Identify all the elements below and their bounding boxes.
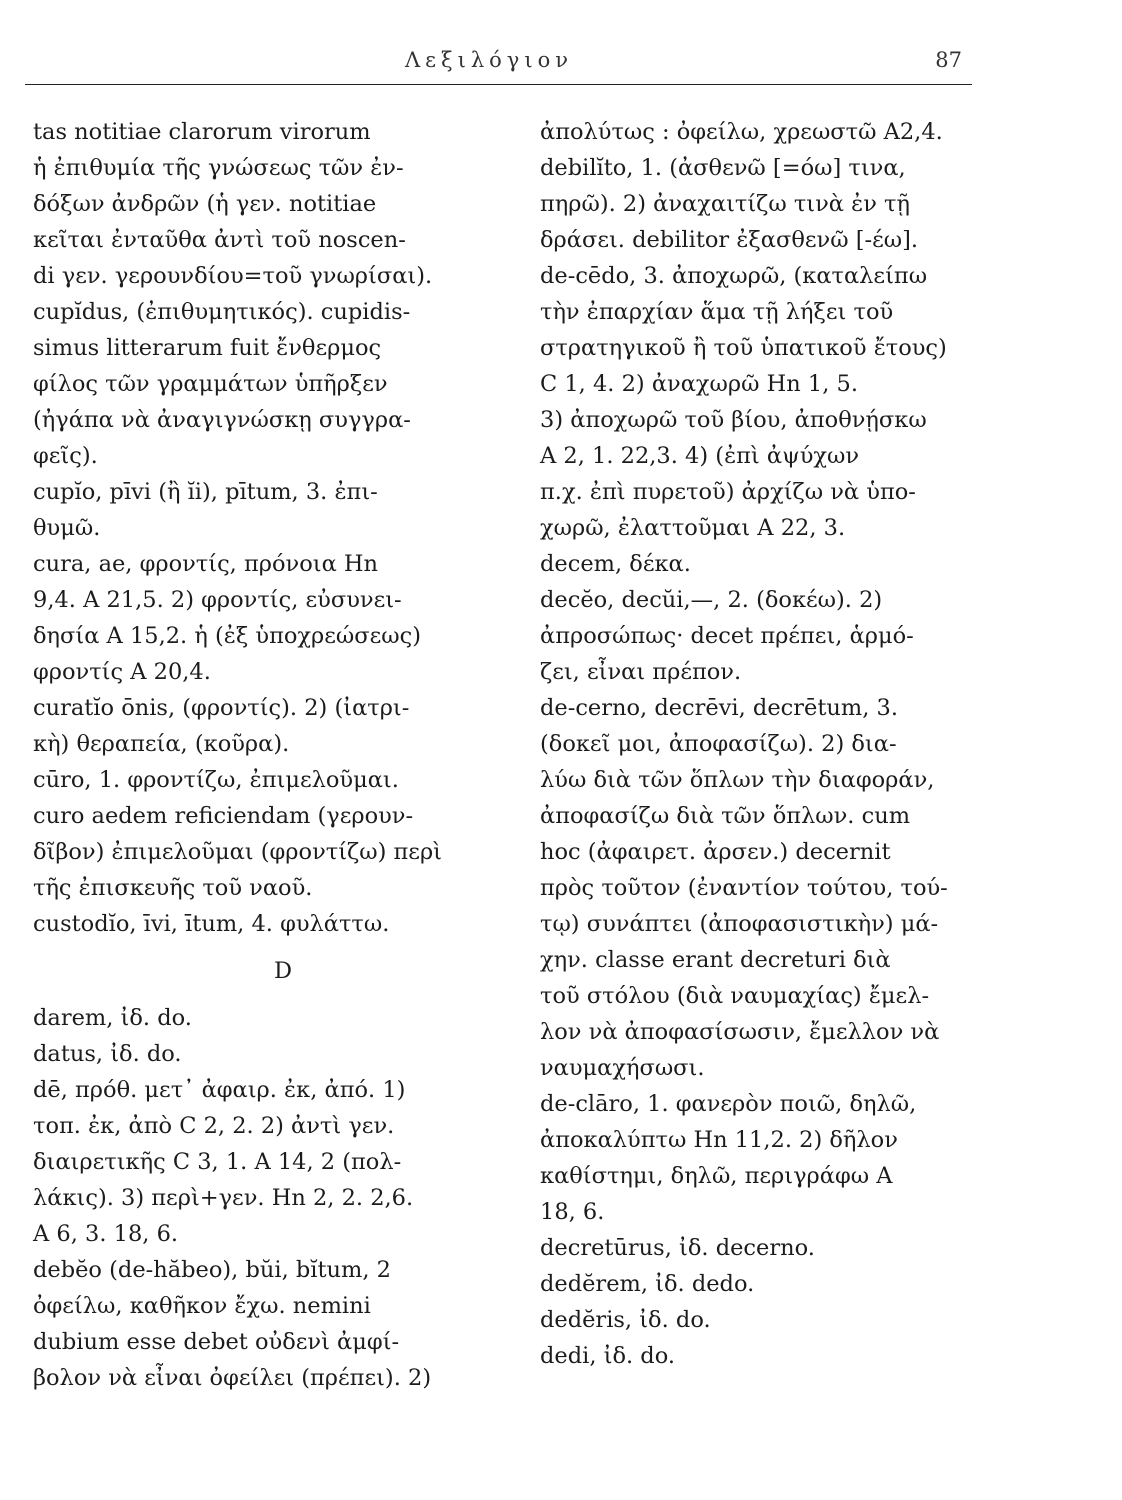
text-line: decem, δέκα. bbox=[540, 551, 691, 577]
text-line: dedĕris, ἰδ. do. bbox=[540, 1307, 711, 1333]
text-line: δησία A 15,2. ἡ (ἐξ ὑποχρεώσεως) bbox=[33, 623, 422, 649]
text-line: ναυμαχήσωσι. bbox=[540, 1055, 705, 1081]
text-line: C 1, 4. 2) ἀναχωρῶ Hn 1, 5. bbox=[540, 371, 858, 397]
page-number: 87 bbox=[935, 48, 962, 72]
text-line: τὴν ἐπαρχίαν ἅμα τῇ λήξει τοῦ bbox=[540, 299, 894, 325]
text-line: τῆς ἐπισκευῆς τοῦ ναοῦ. bbox=[33, 875, 313, 901]
text-line: dedĕrem, ἰδ. dedo. bbox=[540, 1271, 755, 1297]
text-line: custodĭo, īvi, ītum, 4. φυλάττω. bbox=[33, 911, 390, 937]
text-line: τοῦ στόλου (διὰ ναυμαχίας) ἔμελ- bbox=[540, 983, 930, 1009]
text-line: A 2, 1. 22,3. 4) (ἐπὶ ἀψύχων bbox=[540, 443, 860, 469]
left-column bbox=[33, 114, 513, 1396]
text-line: de-cerno, decrēvi, decrētum, 3. bbox=[540, 695, 898, 721]
text-line: δράσει. debilitor ἐξασθενῶ [-έω]. bbox=[540, 227, 919, 253]
text-line: πηρῶ). 2) ἀναχαιτίζω τινὰ ἐν τῇ bbox=[540, 191, 910, 217]
text-line: τοπ. ἐκ, ἀπὸ C 2, 2. 2) ἀντὶ γεν. bbox=[33, 1113, 395, 1139]
text-line: decretūrus, ἰδ. decerno. bbox=[540, 1235, 815, 1261]
text-line: στρατηγικοῦ ἢ τοῦ ὑπατικοῦ ἔτους) bbox=[540, 335, 947, 361]
text-line: simus litterarum fuit ἔνθερμος bbox=[33, 335, 382, 361]
text-line: βολον νὰ εἶναι ὀφείλει (πρέπει). 2) bbox=[33, 1365, 432, 1391]
text-line: ζει, εἶναι πρέπον. bbox=[540, 659, 742, 685]
text-line: decĕo, decŭi,—, 2. (δοκέω). 2) bbox=[540, 587, 883, 613]
text-line: ἀποκαλύπτω Hn 11,2. 2) δῆλον bbox=[540, 1127, 898, 1153]
text-line: πρὸς τοῦτον (ἐναντίον τούτου, τού- bbox=[540, 875, 948, 901]
text-line: cūro, 1. φροντίζω, ἐπιμελοῦμαι. bbox=[33, 767, 399, 793]
text-line: curatĭo ōnis, (φροντίς). 2) (ἰατρι- bbox=[33, 695, 410, 721]
text-line: φροντίς A 20,4. bbox=[33, 659, 211, 685]
text-line: ἀπροσώπως· decet πρέπει, ἁρμό- bbox=[540, 623, 914, 649]
text-line: dedi, ἰδ. do. bbox=[540, 1343, 675, 1369]
text-line: λύω διὰ τῶν ὅπλων τὴν διαφοράν, bbox=[540, 767, 935, 793]
text-line: dubium esse debet οὐδενὶ ἀμφί- bbox=[33, 1329, 400, 1355]
text-line: (ἠγάπα νὰ ἀναγιγνώσκῃ συγγρα- bbox=[33, 407, 411, 433]
text-line: tas notitiae clarorum virorum bbox=[33, 119, 371, 145]
text-line: καθίστημι, δηλῶ, περιγράφω A bbox=[540, 1163, 893, 1189]
right-column bbox=[540, 114, 980, 1374]
text-line: debĕo (de-hăbeo), bŭi, bĭtum, 2 bbox=[33, 1257, 391, 1283]
text-line: κεῖται ἐνταῦθα ἀντὶ τοῦ noscen- bbox=[33, 227, 406, 253]
text-line: διαιρετικῆς C 3, 1. A 14, 2 (πολ- bbox=[33, 1149, 402, 1175]
text-line: A 6, 3. 18, 6. bbox=[33, 1221, 179, 1247]
section-letter: D bbox=[273, 958, 293, 984]
text-line: φίλος τῶν γραμμάτων ὑπῆρξεν bbox=[33, 371, 388, 397]
text-line: 3) ἀποχωρῶ τοῦ βίου, ἀποθνῄσκω bbox=[540, 407, 927, 433]
text-line: λάκις). 3) περὶ+γεν. Hn 2, 2. 2,6. bbox=[33, 1185, 414, 1211]
text-line: χωρῶ, ἐλαττοῦμαι A 22, 3. bbox=[540, 515, 846, 541]
text-line: de-cēdo, 3. ἀποχωρῶ, (καταλείπω bbox=[540, 263, 928, 289]
text-line: curo aedem reficiendam (γερουν- bbox=[33, 803, 414, 829]
text-line: dē, πρόθ. μετ᾽ ἀφαιρ. ἐκ, ἀπό. 1) bbox=[33, 1077, 406, 1103]
text-line: 18, 6. bbox=[540, 1199, 605, 1225]
text-line: κὴ) θεραπεία, (κοῦρα). bbox=[33, 731, 290, 757]
text-line: (δοκεῖ μοι, ἀποφασίζω). 2) δια- bbox=[540, 731, 897, 757]
text-line: ἡ ἐπιθυμία τῆς γνώσεως τῶν ἐν- bbox=[33, 155, 404, 181]
text-line: darem, ἰδ. do. bbox=[33, 1005, 192, 1031]
text-line: hoc (ἀφαιρετ. ἀρσεν.) decernit bbox=[540, 839, 891, 865]
text-line: ἀπολύτως : ὀφείλω, χρεωστῶ A2,4. bbox=[540, 119, 943, 145]
page-header bbox=[25, 44, 972, 85]
text-line: debilĭto, 1. (ἀσθενῶ [=όω] τινα, bbox=[540, 155, 906, 181]
text-line: di γεν. γερουνδίου=τοῦ γνωρίσαι). bbox=[33, 263, 433, 289]
text-line: π.χ. ἐπὶ πυρετοῦ) ἀρχίζω νὰ ὑπο- bbox=[540, 479, 916, 505]
running-title: Λεξιλόγιον bbox=[405, 48, 573, 72]
text-line: 9,4. A 21,5. 2) φροντίς, εὐσυνει- bbox=[33, 587, 402, 613]
text-line: λον νὰ ἀποφασίσωσιν, ἔμελλον νὰ bbox=[540, 1019, 940, 1045]
text-line: de-clāro, 1. φανερὸν ποιῶ, δηλῶ, bbox=[540, 1091, 917, 1117]
text-line: ὀφείλω, καθῆκον ἔχω. nemini bbox=[33, 1293, 371, 1319]
text-line: ἀποφασίζω διὰ τῶν ὅπλων. cum bbox=[540, 803, 911, 829]
text-line: δῖβον) ἐπιμελοῦμαι (φροντίζω) περὶ bbox=[33, 839, 442, 865]
text-line: χην. classe erant decreturi διὰ bbox=[540, 947, 891, 973]
text-line: φεῖς). bbox=[33, 443, 98, 469]
text-line: cura, ae, φροντίς, πρόνοια Hn bbox=[33, 551, 379, 577]
text-line: δόξων ἀνδρῶν (ἡ γεν. notitiae bbox=[33, 191, 377, 217]
text-line: τῳ) συνάπτει (ἀποφασιστικὴν) μά- bbox=[540, 911, 939, 937]
text-line: cupĭo, pīvi (ἢ ĭi), pītum, 3. ἐπι- bbox=[33, 479, 378, 505]
text-line: cupĭdus, (ἐπιθυμητικός). cupidis- bbox=[33, 299, 411, 325]
text-line: θυμῶ. bbox=[33, 515, 101, 541]
text-line: datus, ἰδ. do. bbox=[33, 1041, 182, 1067]
